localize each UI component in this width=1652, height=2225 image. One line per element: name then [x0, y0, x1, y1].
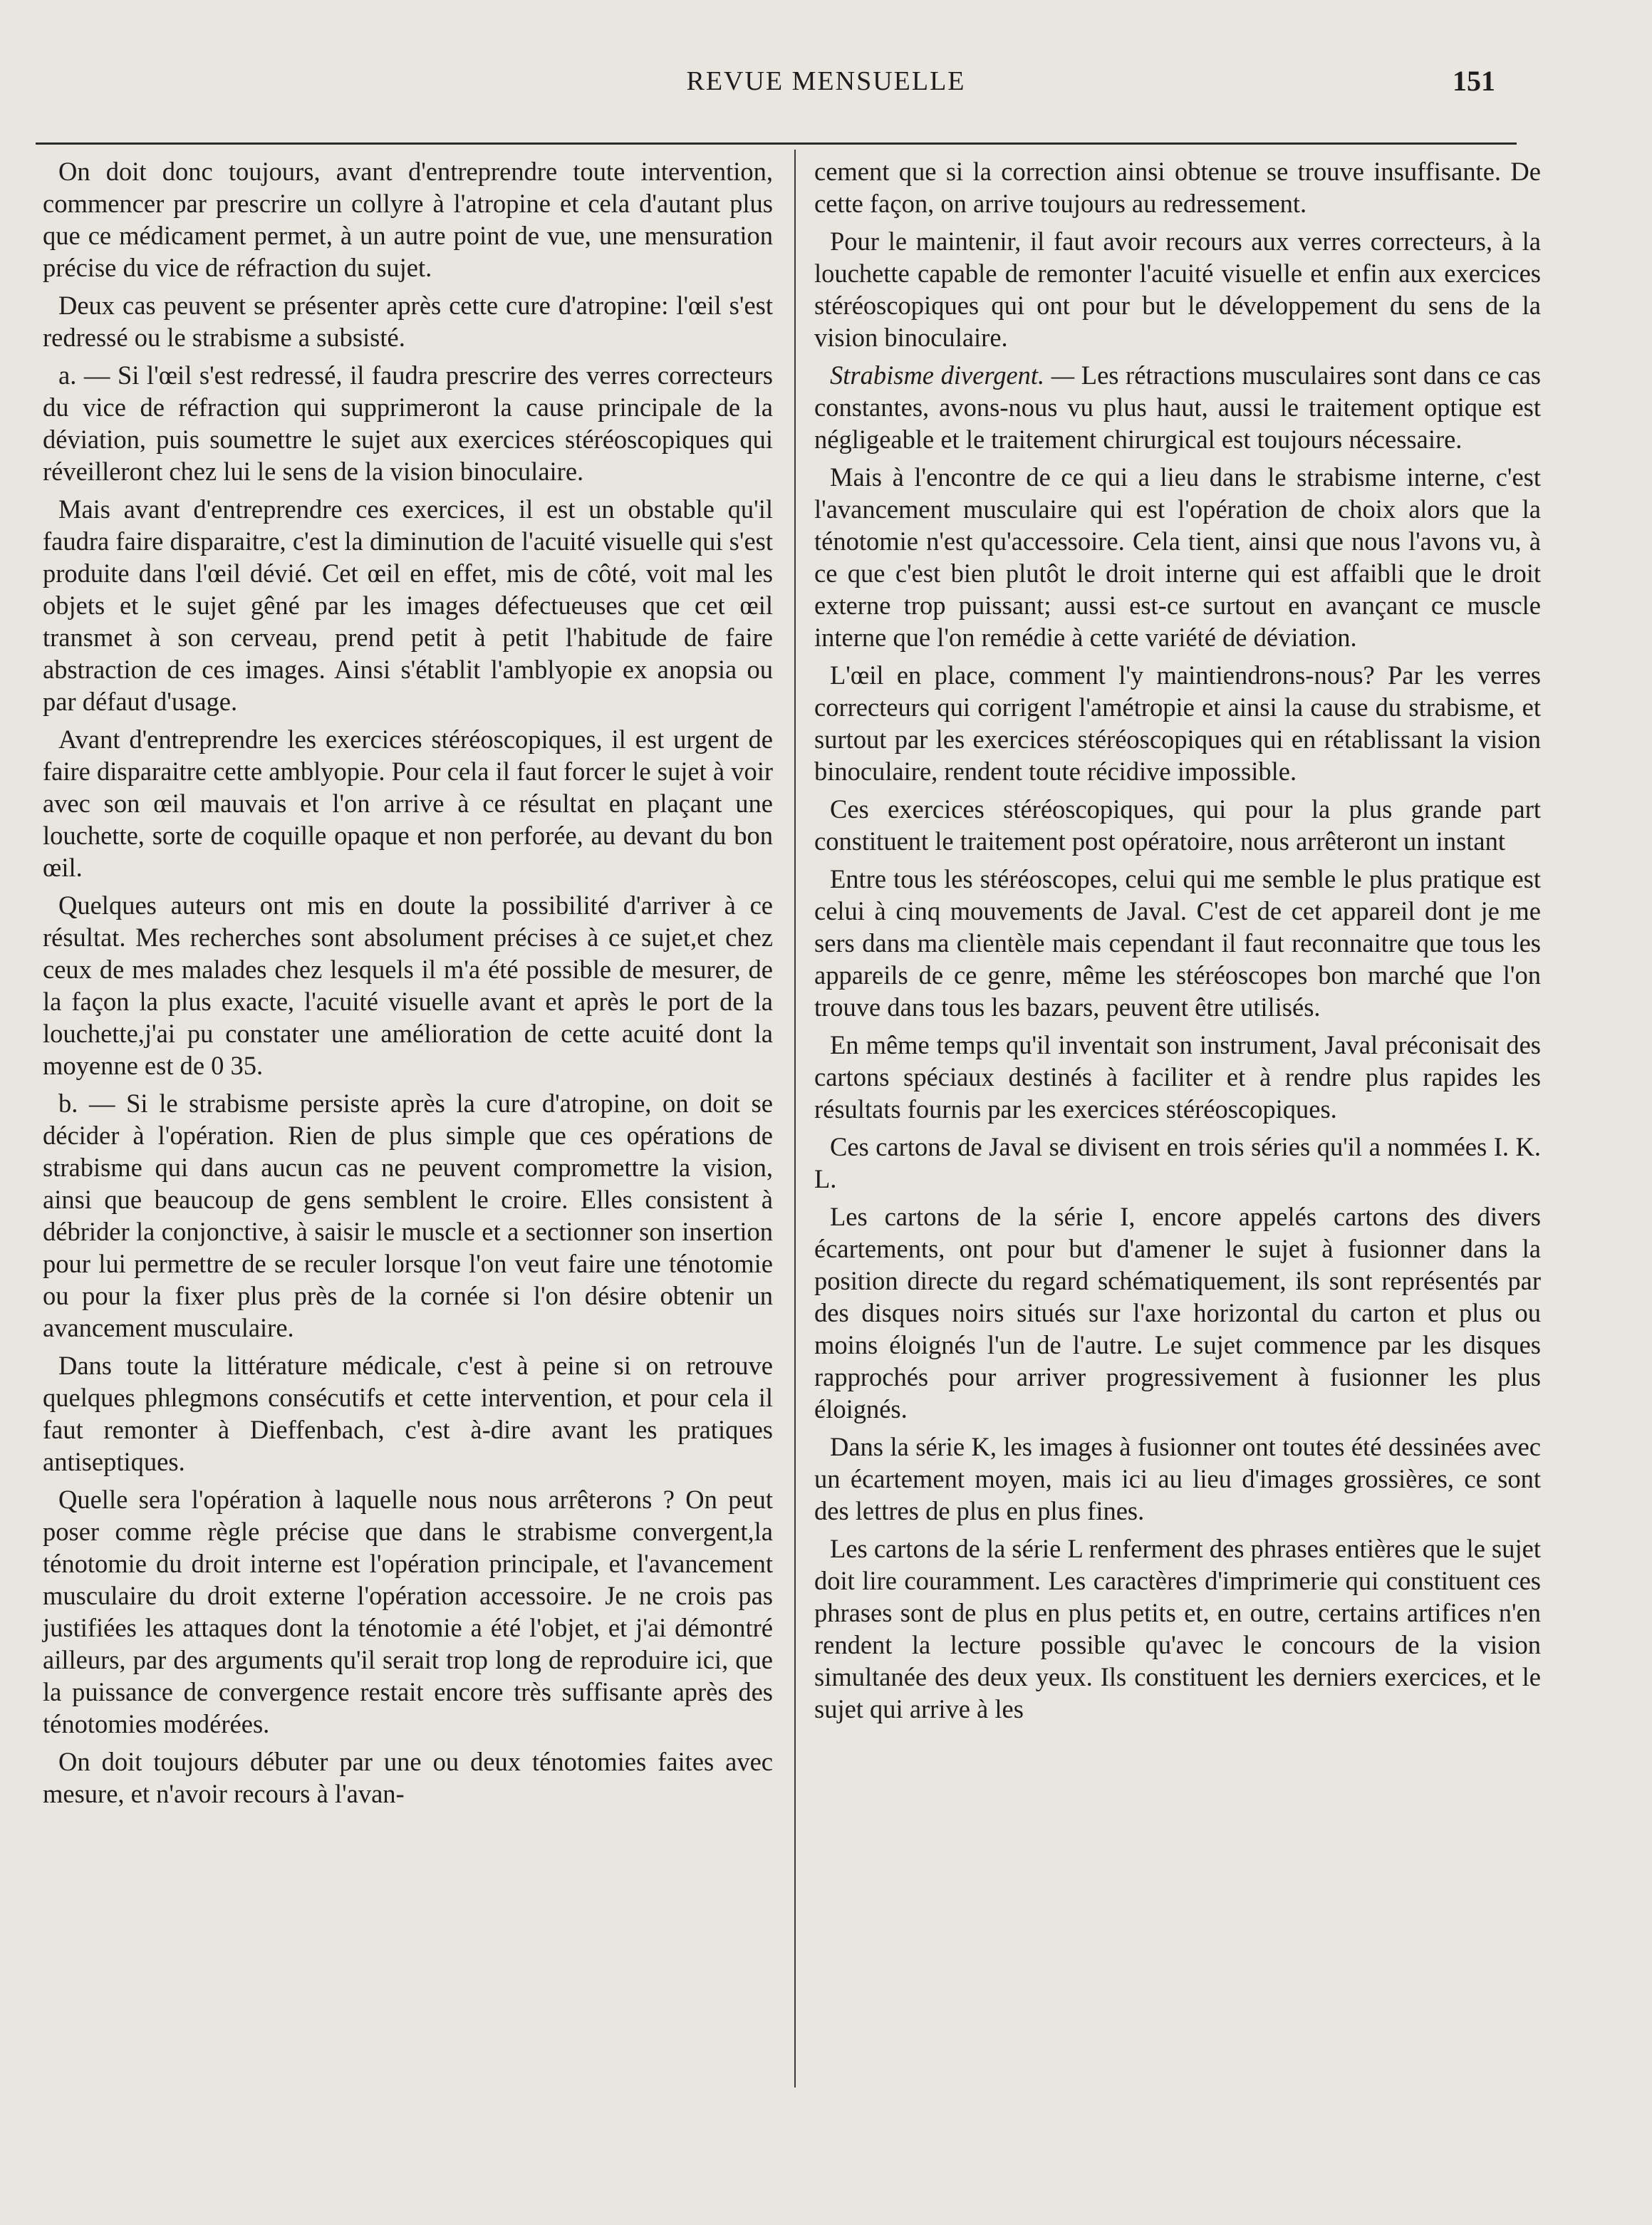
paragraph: On doit donc toujours, avant d'entreprendre toute intervention, commencer par prescrire un collyre à l'atropine et cela d'autant plus que ce médicament permet, à un autre point de vue, une mensuration précise du vice de réfraction du sujet.: [43, 157, 773, 282]
paragraph: On doit toujours débuter par une ou deux ténotomies faites avec mesure, et n'avoir recours à l'avan-: [43, 1747, 773, 1808]
paragraph: Ces cartons de Javal se divisent en trois séries qu'il a nommées I. K. L.: [814, 1132, 1541, 1193]
paragraph: Deux cas peuvent se présenter après cette cure d'atropine: l'œil s'est redressé ou le strabisme a subsisté.: [43, 291, 773, 352]
paragraph: Entre tous les stéréoscopes, celui qui me semble le plus pratique est celui à cinq mouvements de Javal. C'est de cet appareil dont je me sers dans ma clientèle mais cependant il faut reconnaitre que tous les appareils de ce genre, même les stéréoscopes bon marché que l'on trouve dans tous les bazars, peuvent être utilisés.: [814, 864, 1541, 1022]
paragraph: En même temps qu'il inventait son instrument, Javal préconisait des cartons spéciaux destinés à faciliter et à rendre plus rapides les résultats fournis par les exercices stéréoscopiques.: [814, 1030, 1541, 1124]
paragraph: Quelques auteurs ont mis en doute la possibilité d'arriver à ce résultat. Mes recherches sont absolument précises à ce sujet,et chez ceux de mes malades chez lesquels il m'a été possible de mesurer, de la façon la plus exacte, l'acuité visuelle avant et après le port de la louchette,j'ai pu constater une amélioration de cette acuité dont la moyenne est de 0 35.: [43, 891, 773, 1080]
paragraph: Mais à l'encontre de ce qui a lieu dans le strabisme interne, c'est l'avancement musculaire qui est l'opération de choix alors que la ténotomie n'est qu'accessoire. Cela tient, ainsi que nous l'avons vu, à ce que c'est bien plutôt le droit interne qui est affaibli que le droit externe trop puissant; aussi est-ce surtout en avançant ce muscle interne que l'on remédie à cette variété de déviation.: [814, 462, 1541, 652]
paragraph: b. — Si le strabisme persiste après la cure d'atropine, on doit se décider à l'opération. Rien de plus simple que ces opérations de strabisme qui dans aucun cas ne peuvent compromettre la vision, ainsi que beaucoup de gens semblent le croire. Elles consistent à débrider la conjonctive, à saisir le muscle et a sectionner son insertion pour lui permettre de se reculer lorsque l'on veut faire une ténotomie ou pour la fixer plus près de la cornée si l'on désire obtenir un avancement musculaire.: [43, 1089, 773, 1342]
paragraph: Quelle sera l'opération à laquelle nous nous arrêterons ? On peut poser comme règle précise que dans le strabisme convergent,la ténotomie du droit interne est l'opération principale, et l'avancement musculaire du droit externe l'opération accessoire. Je ne crois pas justifiées les attaques dont la ténotomie a été l'objet, et j'ai démontré ailleurs, par des arguments qu'il serait trop long de reproduire ici, que la puissance de convergence restait encore très suffisante après des ténotomies modérées.: [43, 1485, 773, 1738]
running-header: REVUE MENSUELLE: [686, 66, 966, 96]
page-number: 151: [1453, 65, 1495, 97]
header-rule: [36, 142, 1517, 145]
paragraph: a. — Si l'œil s'est redressé, il faudra prescrire des verres correcteurs du vice de réfraction qui supprimeront la cause principale de la déviation, puis soumettre le sujet aux exercices stéréoscopiques qui réveilleront chez lui le sens de la vision binoculaire.: [43, 361, 773, 486]
paragraph: L'œil en place, comment l'y maintiendrons-nous? Par les verres correcteurs qui corrigent l'amétropie et ainsi la cause du strabisme, et surtout par les exercices stéréoscopiques qui en rétablissant la vision binoculaire, rendent toute récidive impossible.: [814, 660, 1541, 786]
paragraph: Les cartons de la série I, encore appelés cartons des divers écartements, ont pour but d'amener le sujet à fusionner dans la position directe du regard schématiquement, ils sont représentés par des disques noirs situés sur l'axe horizontal du carton et plus ou moins éloignés l'un de l'autre. Le sujet commence par les disques rapprochés pour arriver progressivement à fusionner les plus éloignés.: [814, 1202, 1541, 1423]
paragraph: Ces exercices stéréoscopiques, qui pour la plus grande part constituent le traitement post opératoire, nous arrêteront un instant: [814, 794, 1541, 856]
paragraph: Mais avant d'entreprendre ces exercices, il est un obstable qu'il faudra faire disparaitre, c'est la diminution de l'acuité visuelle qui s'est produite dans l'œil dévié. Cet œil en effet, mis de côté, voit mal les objets et le sujet gêné par les images défectueuses que cet œil transmet à son cerveau, prend petit à petit l'habitude de faire abstraction de ces images. Ainsi s'établit l'amblyopie ex anopsia ou par défaut d'usage.: [43, 494, 773, 716]
paragraph: Dans toute la littérature médicale, c'est à peine si on retrouve quelques phlegmons consécutifs et cette intervention, et pour cela il faut remonter à Dieffenbach, c'est à-dire avant les pratiques antiseptiques.: [43, 1351, 773, 1476]
paragraph: Pour le maintenir, il faut avoir recours aux verres correcteurs, à la louchette capable de remonter l'acuité visuelle et enfin aux exercices stéréoscopiques qui ont pour but le développement du sens de la vision binoculaire.: [814, 227, 1541, 352]
paragraph: Les cartons de la série L renferment des phrases entières que le sujet doit lire couramment. Les caractères d'imprimerie qui constituent ces phrases sont de plus en plus petits et, en outre, certains artifices n'en rendent la lecture possible qu'avec le concours de la vision simultanée des deux yeux. Ils constituent les derniers exercices, et le sujet qui arrive à les: [814, 1534, 1541, 1723]
paragraph-with-heading: [814, 359, 1541, 455]
paragraph-text: Les rétractions musculaires sont dans ce cas constantes, avons-nous vu plus haut, aussi le traitement optique est négligeable et le traitement chirurgical est toujours nécessaire.: [814, 361, 1542, 454]
left-column: [43, 155, 773, 1815]
section-heading: Strabisme divergent. —: [830, 361, 1075, 390]
paragraph: Avant d'entreprendre les exercices stéréoscopiques, il est urgent de faire disparaitre cette amblyopie. Pour cela il faut forcer le sujet à voir avec son œil mauvais et l'on arrive à ce résultat en plaçant une louchette, sorte de coquille opaque et non perforée, au devant du bon œil.: [43, 725, 773, 882]
paragraph: Dans la série K, les images à fusionner ont toutes été dessinées avec un écartement moyen, mais ici au lieu d'images grossières, ce sont des lettres de plus en plus fines.: [814, 1432, 1541, 1525]
column-divider: [794, 150, 796, 2087]
paragraph: cement que si la correction ainsi obtenue se trouve insuffisante. De cette façon, on arrive toujours au redressement.: [814, 157, 1541, 218]
right-column: [814, 155, 1541, 1731]
